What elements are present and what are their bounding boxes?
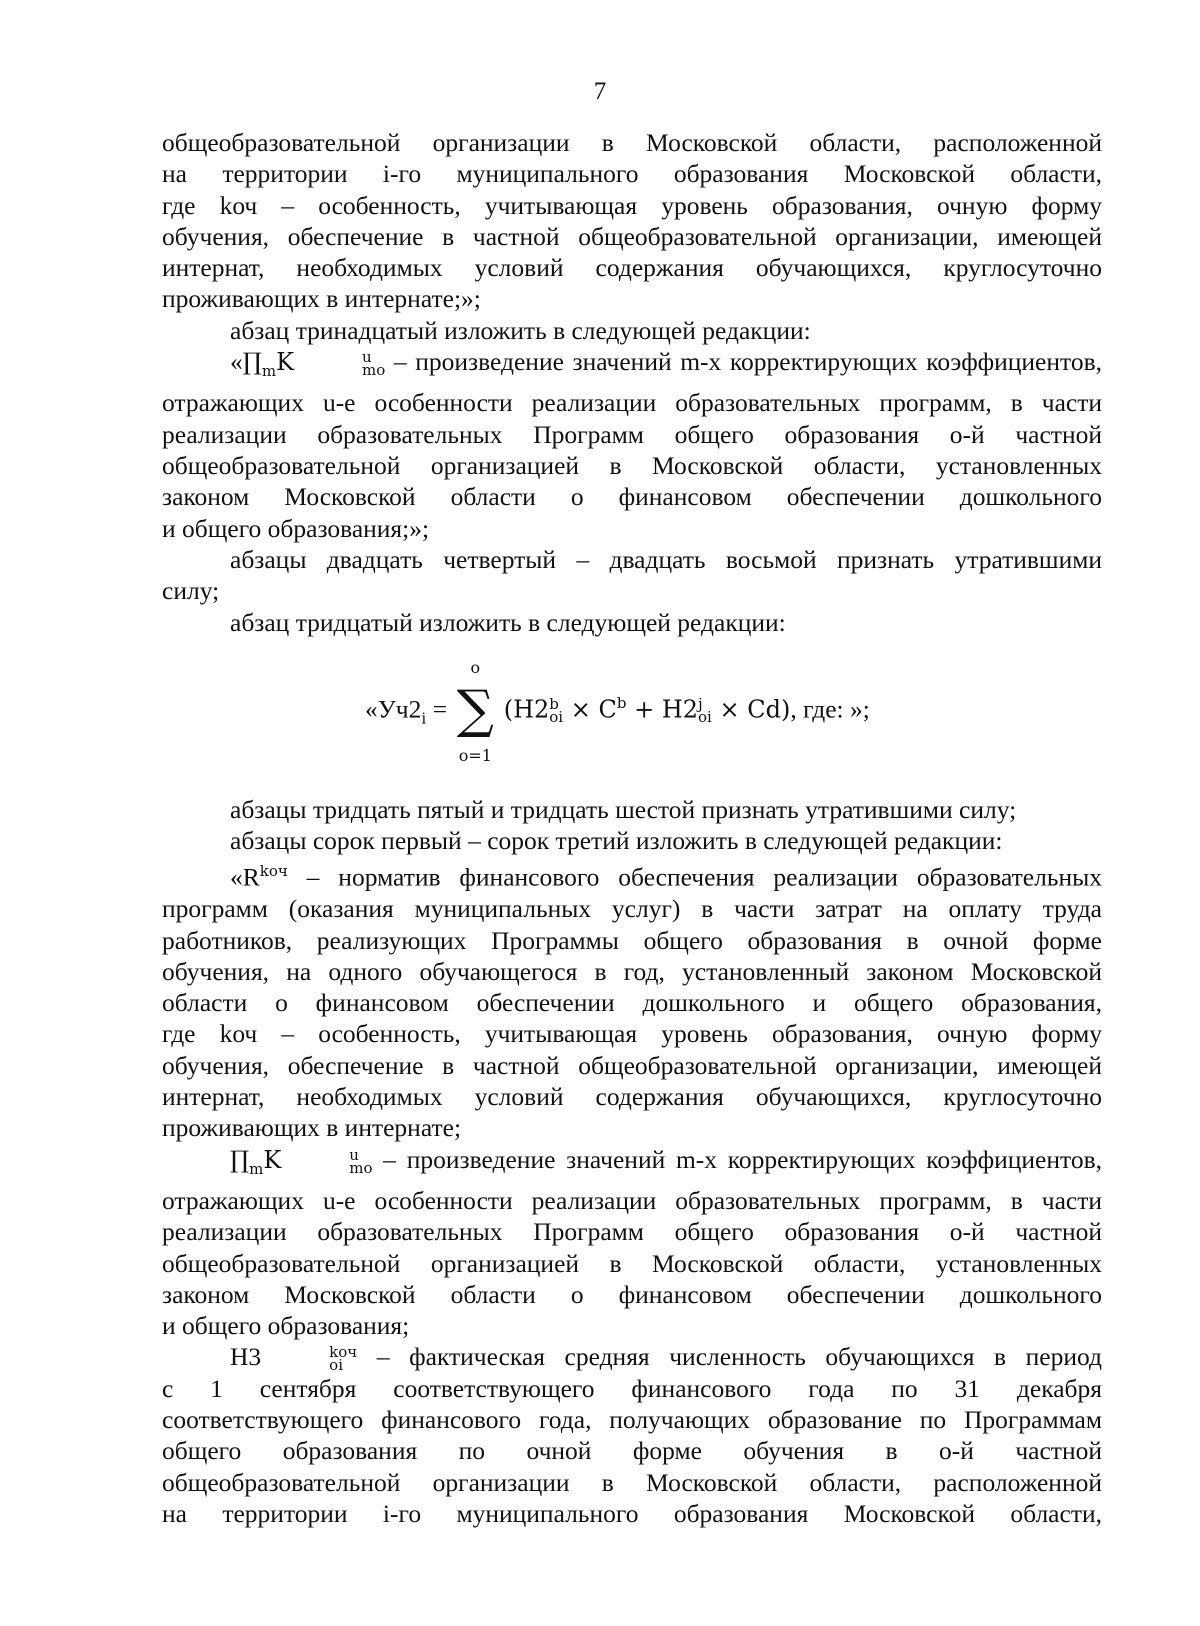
math-superscript: kоч [329,1343,358,1362]
text-line: абзацы двадцать четвертый – двадцать восьмой признать утратившими [230,544,1102,574]
text-line: на территории i-го муниципального образования Московской области, [162,1498,1102,1528]
text-line [162,346,1102,387]
formula-where: , где: »; [790,694,870,724]
math-subscript: i [421,709,427,728]
definition-text: – норматив финансового обеспечения реализации образовательных [287,862,1102,892]
text-line [162,856,1102,893]
math-superscript: u [362,348,372,367]
amendment-instruction: абзац тридцатый изложить в следующей редакции: [230,607,786,637]
math-supsub [549,695,564,727]
text-line: реализации образовательных Программ общего образования о-й частной [162,419,1102,449]
paragraph-student-count [162,1341,1102,1529]
math-variable: K [276,348,295,377]
paragraph-product-coefficients [162,346,1102,544]
paragraph-continuation [162,127,1102,315]
math-variable: K [263,1145,282,1174]
math-supsub [698,695,712,727]
sum-upper-limit: o [470,658,481,678]
math-superscript: b [549,695,559,714]
formula-block [162,652,1102,784]
text-line: и общего образования;»; [162,513,430,543]
text-line: на территории i-го муниципального образования Московской области, [162,159,1102,189]
text-line: обучения, на одного обучающегося в год, установленный законом Московской [162,956,1102,986]
text-line: интернат, необходимых условий содержания обучающихся, круглосуточно [162,253,1102,283]
text-line: программ (оказания муниципальных услуг) в части затрат на оплату труда [162,894,1102,924]
text-line: и общего образования; [162,1311,410,1341]
amendment-instruction: абзацы тридцать пятый и тридцать шестой признать утратившими силу; [230,794,1017,824]
math-supsub [261,1343,358,1375]
product-symbol: ∏ [242,348,262,377]
text-line: проживающих в интернате; [162,1113,462,1143]
math-superscript: b [616,693,627,712]
text-line: законом Московской области о финансовом обеспечении дошкольного [162,1279,1102,1309]
sum-lower-limit: o=1 [458,746,492,766]
text-line: общеобразовательной организации в Московской области, расположенной [162,1467,1102,1497]
math-variable: «R [230,862,260,892]
text-line: проживающих в интернате;»; [162,284,481,314]
text-line: отражающих u-е особенности реализации образовательных программ, в части [162,388,1102,418]
math-subscript: m [249,1159,264,1178]
definition-text: – произведение значений m-х корректирующих коэффициентов, [385,347,1102,377]
text-line: общеобразовательной организацией в Московской области, установленных [162,451,1102,481]
product-symbol: ∏ [230,1145,250,1174]
math-supsub [281,1145,373,1177]
formula-lhs: «Уч2 [365,694,422,724]
definition-text: – фактическая средняя численность обучающихся в период [357,1342,1102,1372]
math-term: + H2 [626,695,699,724]
text-line: общеобразовательной организацией в Московской области, установленных [162,1248,1102,1278]
paragraph-standard-definition [162,856,1102,1143]
math-subscript: mo [349,1158,373,1177]
amendment-instruction: абзац тринадцатый изложить в следующей редакции: [230,315,811,345]
definition-text: – произведение значений m-х корректирующих коэффициентов, [372,1144,1102,1174]
text-line: законом Московской области о финансовом обеспечении дошкольного [162,482,1102,512]
sigma-glyph: ∑ [456,680,494,741]
text-line: где kоч – особенность, учитывающая уровень образования, очную форму [162,190,1102,220]
text-line: обучения, обеспечение в частной общеобразовательной организации, имеющей [162,221,1102,251]
equals-sign: = [426,694,454,724]
page-number: 7 [593,78,607,105]
math-term: × C [563,695,617,724]
formula [365,658,870,766]
text-line: общего образования по очной форме обучения в о-й частной [162,1436,1102,1466]
text-line: общеобразовательной организации в Московской области, расположенной [162,128,1102,157]
sum-symbol [453,658,497,766]
text-line: интернат, необходимых условий содержания обучающихся, круглосуточно [162,1082,1102,1112]
text-line: отражающих u-е особенности реализации образовательных программ, в части [162,1186,1102,1215]
text-line: соответствующего финансового года, получающих образование по Программам [162,1405,1102,1435]
math-superscript: u [349,1145,359,1164]
math-superscript: j [698,695,703,714]
text-line: области о финансовом обеспечении дошкольного и общего образования, [162,988,1102,1018]
text-line: реализации образовательных Программ общего образования о-й частной [162,1217,1102,1247]
math-term: (H2 [503,695,550,724]
text-line: обучения, обеспечение в частной общеобразовательной организации, имеющей [162,1050,1102,1080]
math-subscript: oi [329,1356,343,1375]
math-term: × Cd) [711,695,791,724]
text-line [162,1144,1102,1185]
math-superscript: kоч [259,862,288,881]
document-body [162,127,1102,1529]
quote-mark: « [230,347,243,377]
paragraph-product-coefficients [162,1144,1102,1342]
text-line [162,1341,1102,1375]
math-supsub [294,348,386,380]
paragraph-repeal [162,544,1102,607]
math-subscript: oi [549,708,564,727]
text-line: силу; [162,576,220,606]
amendment-instruction: абзацы сорок первый – сорок третий изложить в следующей редакции: [230,826,1003,856]
math-subscript: m [261,362,277,381]
text-line: с 1 сентября соответствующего финансового года по 31 декабря [162,1373,1102,1403]
math-subscript: mo [362,361,386,380]
text-line: работников, реализующих Программы общего образования в очной форме [162,925,1102,955]
text-line: где kоч – особенность, учитывающая уровень образования, очную форму [162,1019,1102,1049]
math-variable: Н3 [230,1342,262,1372]
math-subscript: oi [698,708,712,727]
